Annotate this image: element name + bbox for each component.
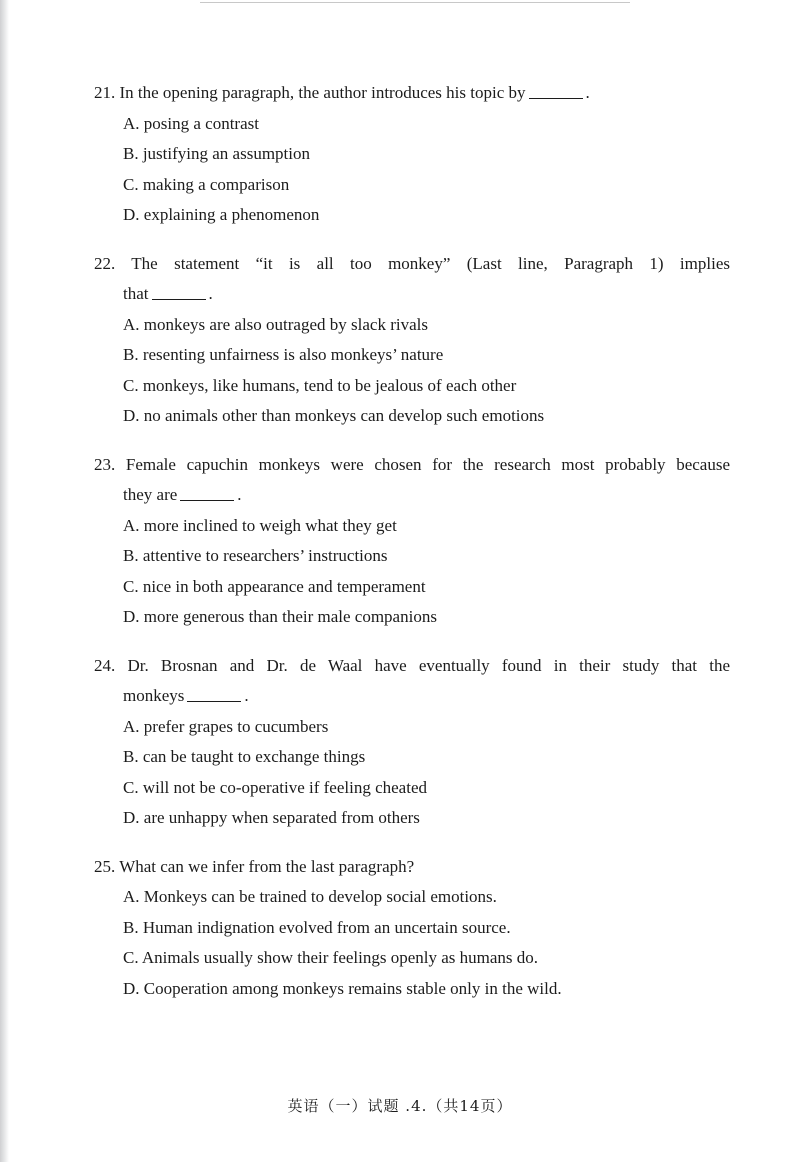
option-a: A. prefer grapes to cucumbers — [123, 716, 329, 736]
question-25 — [0, 852, 800, 1005]
option-b: B. justifying an assumption — [123, 144, 310, 163]
option-c: C. Animals usually show their feelings openly as humans do. — [123, 948, 539, 967]
top-rule — [200, 2, 630, 3]
question-stem-continued — [0, 279, 800, 310]
stem-text: that — [123, 284, 149, 303]
answer-blank — [180, 499, 234, 501]
option-b: B. can be taught to exchange things — [123, 747, 366, 766]
answer-blank — [187, 700, 241, 702]
option-c: C. will not be co-operative if feeling cheated — [123, 777, 427, 797]
stem-text: 21. In the opening paragraph, the author introduces his topic by — [94, 83, 526, 102]
question-23 — [0, 450, 800, 633]
question-stem: 22. The statement “it is all too monkey” (Last line, Paragraph 1) implies — [94, 253, 730, 273]
option-d: D. are unhappy when separated from others — [123, 808, 420, 827]
option-b: B. attentive to researchers’ instructions — [123, 546, 388, 565]
option-c: C. making a comparison — [123, 174, 290, 194]
option-d: D. no animals other than monkeys can develop such emotions — [123, 406, 545, 425]
stem-end: . — [585, 83, 590, 102]
option-c: C. monkeys, like humans, tend to be jealous of each other — [123, 375, 517, 395]
question-stem-continued — [0, 681, 800, 712]
option-a: A. Monkeys can be trained to develop social emotions. — [123, 887, 497, 906]
stem-end: . — [208, 284, 213, 303]
option-a: A. more inclined to weigh what they get — [123, 515, 397, 535]
stem-text: monkeys — [123, 686, 185, 705]
question-stem: 23. Female capuchin monkeys were chosen for the research most probably because — [94, 454, 730, 474]
question-stem: 25. What can we infer from the last paragraph? — [94, 856, 415, 876]
option-d: D. Cooperation among monkeys remains stable only in the wild. — [123, 978, 562, 998]
stem-end: . — [244, 686, 249, 705]
question-stem — [0, 78, 800, 109]
stem-end: . — [237, 485, 242, 504]
question-list — [0, 78, 800, 1022]
option-a: A. posing a contrast — [123, 113, 259, 133]
question-stem-continued — [0, 480, 800, 511]
answer-blank — [529, 97, 583, 99]
option-b: B. resenting unfairness is also monkeys’ nature — [123, 345, 444, 364]
question-stem: 24. Dr. Brosnan and Dr. de Waal have eventually found in their study that the — [94, 655, 730, 675]
option-c: C. nice in both appearance and temperament — [123, 576, 426, 596]
answer-blank — [152, 298, 206, 300]
question-21 — [0, 78, 800, 231]
question-24 — [0, 651, 800, 834]
option-d: D. more generous than their male companions — [123, 607, 437, 626]
option-a: A. monkeys are also outraged by slack rivals — [123, 314, 428, 334]
page-footer: 英语（一）试题 .4.（共14页） — [287, 1097, 513, 1115]
option-d: D. explaining a phenomenon — [123, 205, 320, 224]
option-b: B. Human indignation evolved from an uncertain source. — [123, 917, 511, 937]
question-22 — [0, 249, 800, 432]
stem-text: they are — [123, 485, 178, 504]
